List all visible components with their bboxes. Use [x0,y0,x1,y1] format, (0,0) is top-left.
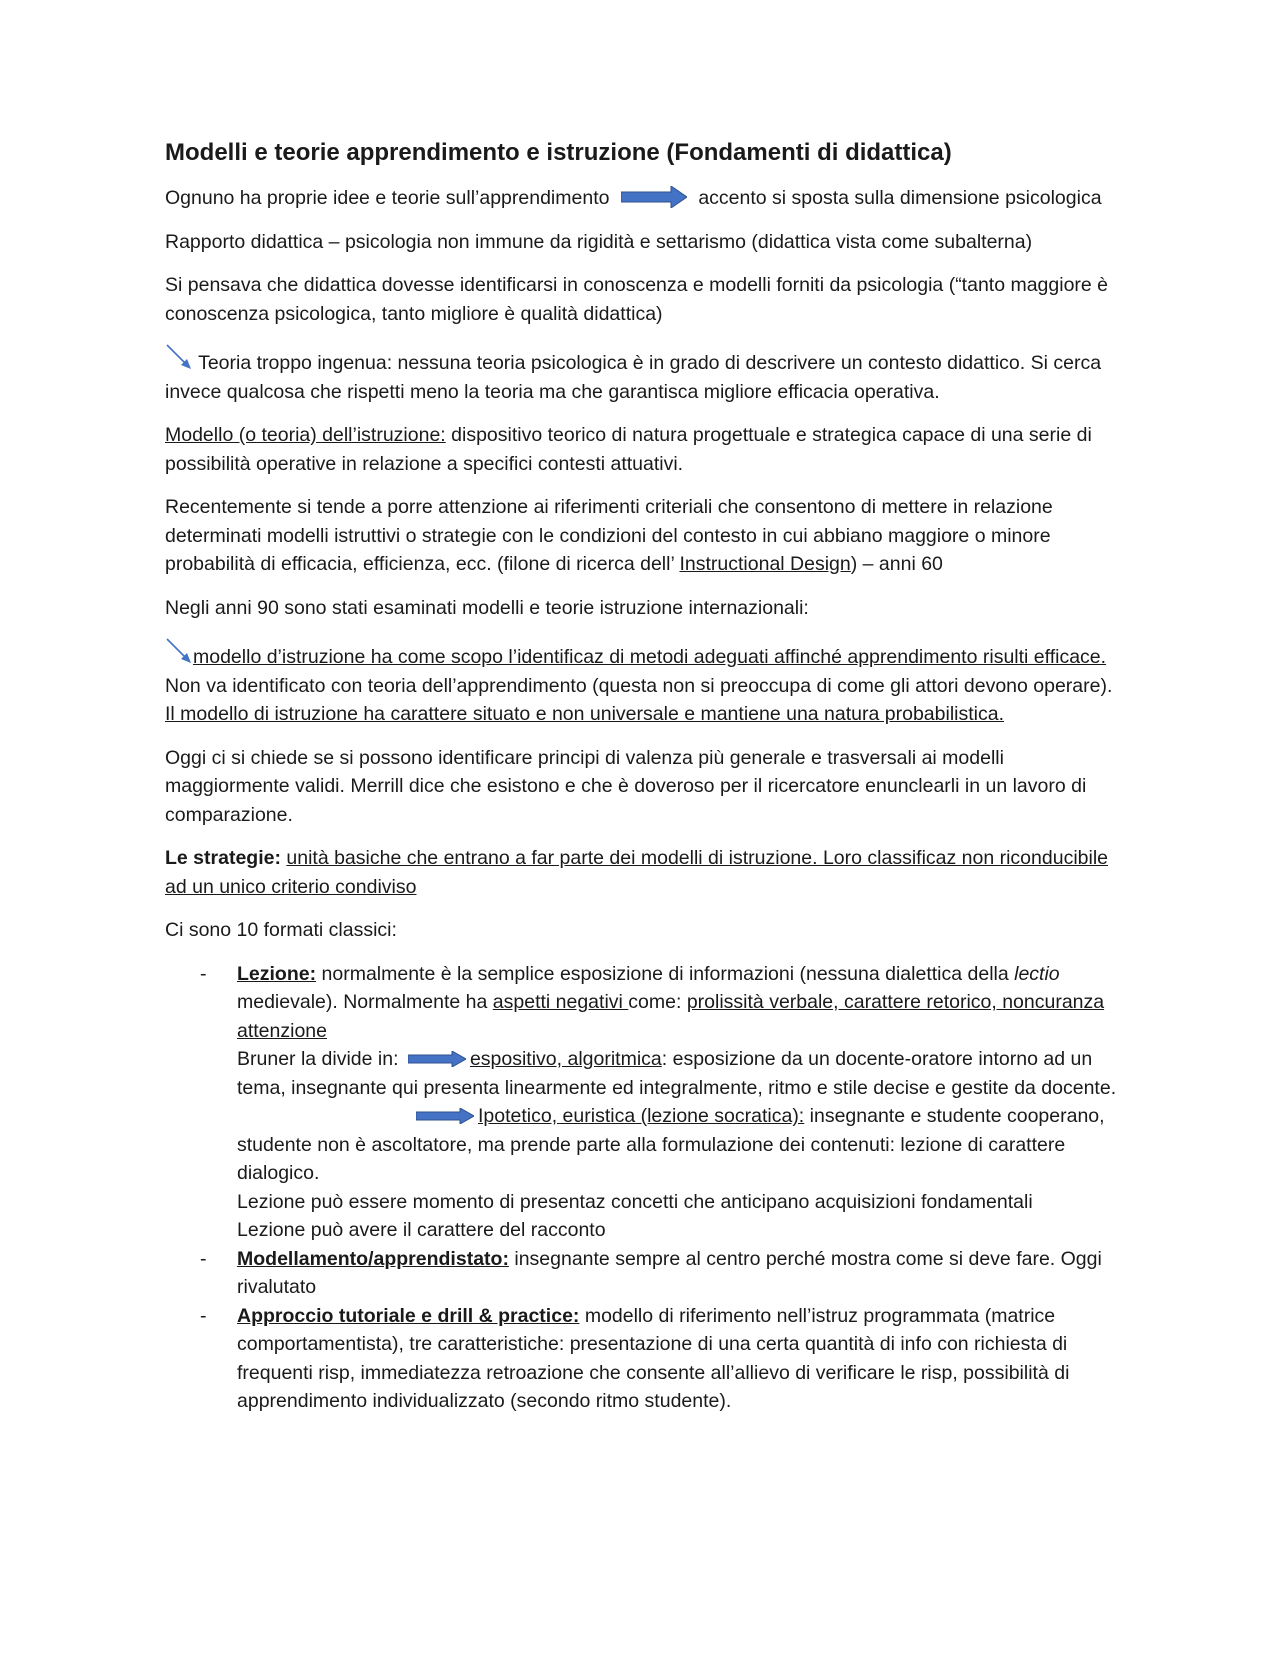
list-item-lezione [165,960,1120,1245]
espositivo-text: : esposizione da un docente-oratore intorno ad un tema, insegnante qui presenta linearmente ed integralmente, ritmo e stile decise e gestite da docente. [237,1048,1117,1099]
p1-right-text: accento si sposta sulla dimensione psicologica [698,187,1102,209]
paragraph-5 [165,421,1120,478]
paragraph-11: Ci sono 10 formati classici: [165,919,397,941]
modellamento-term: Modellamento/apprendistato: [237,1247,509,1270]
negative-aspects-list: prolissità verbale, carattere retorico, noncuranza attenzione [237,991,1105,1042]
p6-tail: ) – anni 60 [850,553,943,575]
lezione-line-2: Lezione può avere il carattere del racconto [237,1219,606,1241]
dash-bullet: - [200,1304,207,1327]
block-arrow-right-icon [416,1108,474,1124]
dash-bullet: - [200,962,207,985]
document-body [165,136,1120,1416]
block-arrow-right-icon [408,1051,466,1067]
p5-term: Modello (o teoria) dell’istruzione: [165,424,446,446]
lezione-t2: medievale). Normalmente ha [237,991,493,1013]
list-item-tutoriale [165,1302,1120,1416]
p4-text: Teoria troppo ingenua: nessuna teoria psicologica è in grado di descrivere un contesto didattico. Si cerca invece qualcosa che rispetti meno la teoria ma che garantisca migliore efficacia operativa. [165,352,1102,403]
p10-text: unità basiche che entrano a far parte dei modelli di istruzione. Loro classificaz non riconducibile ad un unico criterio condiviso [165,847,1109,898]
modellamento-text: insegnante sempre al centro perché mostra come si deve fare. Oggi rivalutato [237,1247,1102,1298]
aspetti-negativi: aspetti negativi [492,991,629,1013]
ipotetico-text: insegnante e studente cooperano, studente non è ascoltatore, ma prende parte alla formulazione dei contenuti: lezione di carattere dialogico. [237,1105,1105,1184]
diagonal-arrow-icon [165,343,193,371]
p6-text: Recentemente si tende a porre attenzione ai riferimenti criteriali che consentono di mettere in relazione determinati modelli istruttivi o strategie con le condizioni del contesto in cui abbiano maggiore o minore probabilità di efficacia, efficienza, ecc. (filone di ricerca dell’ [165,496,1053,575]
lectio-word: lectio [1014,962,1060,985]
p1-left-text: Ognuno ha proprie idee e teorie sull’apprendimento [165,187,610,209]
instructional-design-term: Instructional Design [679,553,851,575]
ipotetico-term: Ipotetico, euristica (lezione socratica): [478,1105,805,1127]
list-item-modellamento [165,1245,1120,1302]
paragraph-4 [165,343,1120,406]
paragraph-2: Rapporto didattica – psicologia non immune da rigidità e settarismo (didattica vista come subalterna) [165,230,1033,253]
p8-text: Non va identificato con teoria dell’apprendimento (questa non si preoccupa di come gli attori devono operare). [165,674,1113,697]
lezione-term: Lezione: [237,962,317,985]
tutoriale-term: Approccio tutoriale e drill & practice: [237,1304,580,1327]
block-arrow-right-icon [621,186,687,208]
dash-bullet: - [200,1247,207,1270]
paragraph-9: Oggi ci si chiede se si possono identificare principi di valenza più generale e trasversali ai modelli maggiormente validi. Merrill dice che esistono e che è doveroso per il ricercatore enunclearli in un lavoro di comparazione. [165,746,1087,826]
p5-text: dispositivo teorico di natura progettuale e strategica capace di una serie di possibilità operative in relazione a specifici contesti attuativi. [165,424,1092,475]
tutoriale-text: modello di riferimento nell’istruz programmata (matrice comportamentista), tre caratteristiche: presentazione di una certa quantità di info con richiesta di frequenti risp, immediatezza retroazione che consente all’allievo di verificare le risp, possibilità di apprendimento individualizzato (secondo ritmo studente). [237,1304,1070,1412]
bruner-label: Bruner la divide in: [237,1048,399,1070]
paragraph-1 [165,184,1120,213]
paragraph-8 [165,637,1120,729]
espositivo-term: espositivo, algoritmica [469,1048,662,1070]
page-title: Modelli e teorie apprendimento e istruzione (Fondamenti di didattica) [165,139,952,166]
lezione-line-1: Lezione può essere momento di presentaz concetti che anticipano acquisizioni fondamentali [237,1190,1033,1213]
lezione-t3: come: [628,991,687,1013]
paragraph-10 [165,844,1120,901]
lezione-t1: normalmente è la semplice esposizione di informazioni (nessuna dialettica della [316,962,1015,985]
paragraph-7: Negli anni 90 sono stati esaminati modelli e teorie istruzione internazionali: [165,596,809,619]
paragraph-3: Si pensava che didattica dovesse identificarsi in conoscenza e modelli forniti da psicologia (“tanto maggiore è conoscenza psicologica, tanto migliore è qualità didattica) [165,274,1109,325]
paragraph-6 [165,493,1120,579]
formats-list [165,960,1120,1416]
strategie-term: Le strategie: [165,847,281,869]
p8-underlined: modello d’istruzione ha come scopo l’identificaz di metodi adeguati affinché apprendimento risulti efficace. [193,646,1107,668]
p8-underlined-2: Il modello di istruzione ha carattere situato e non universale e mantiene una natura probabilistica. [165,703,1004,725]
diagonal-arrow-icon [165,637,193,665]
